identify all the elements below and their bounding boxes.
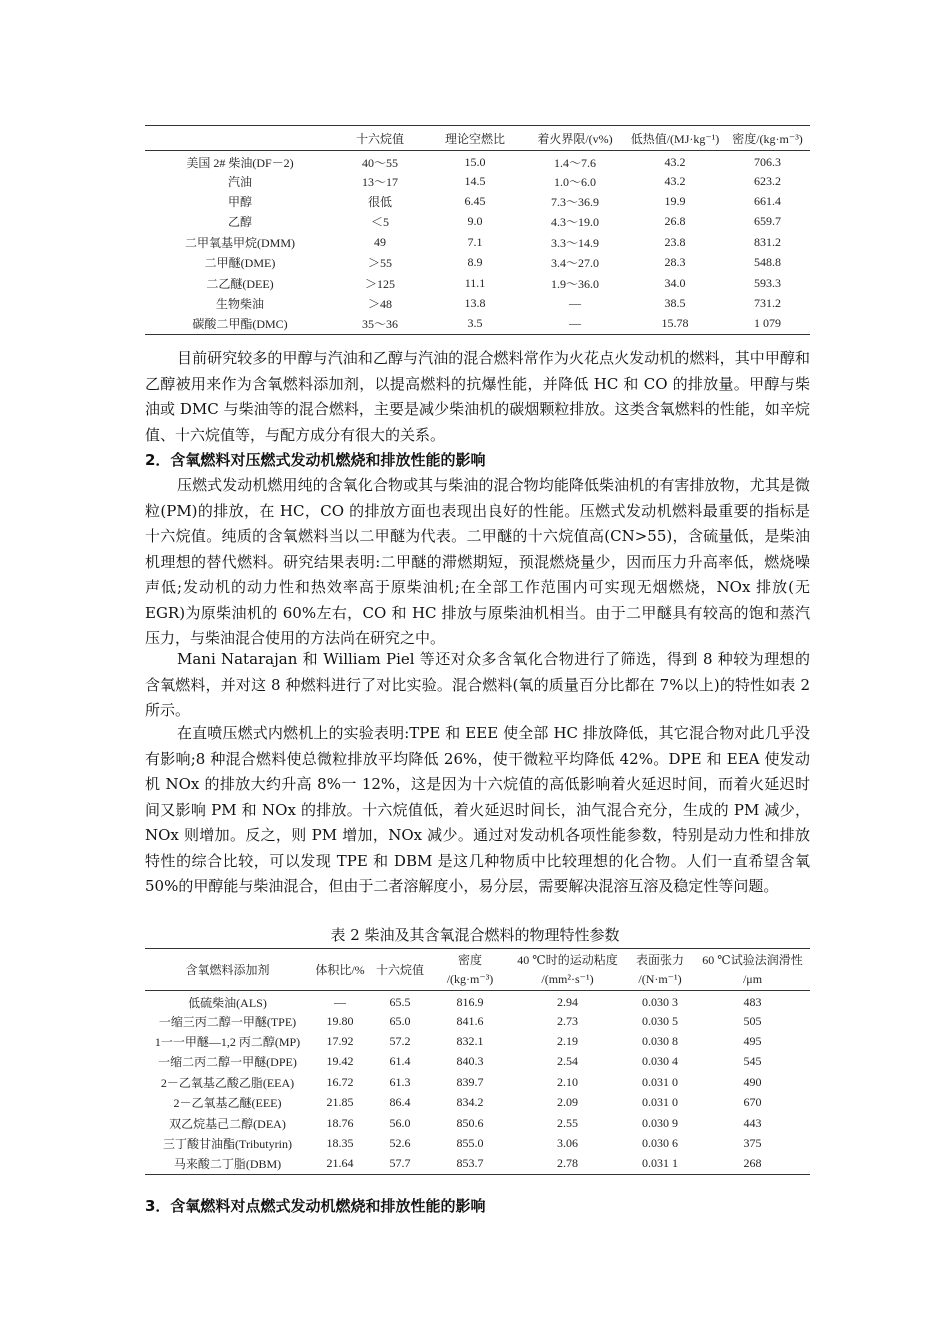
table-header-unit: /(kg·m⁻³) [446,972,494,987]
table-cell: 490 [743,1074,762,1089]
table-row [145,232,810,252]
table-cell: 0.031 1 [642,1156,678,1171]
table-header-cell: 低热值/(MJ·kg⁻¹) [630,131,720,146]
table-row [145,1011,810,1031]
table-cell: 2.10 [557,1074,578,1089]
table-row [145,1072,810,1092]
table-cell: 61.3 [389,1074,411,1089]
table-cell: ＞125 [364,276,395,291]
table-cell: — [569,316,581,331]
table-cell: 840.3 [456,1054,484,1069]
table-cell: 3.06 [557,1136,578,1151]
paragraph: 目前研究较多的甲醇与汽油和乙醇与汽油的混合燃料常作为火花点火发动机的燃料，其中甲醇和乙醇被用来作为含氧燃料添加剂，以提高燃料的抗爆性能，并降低 HC 和 CO 的排放量。甲醇与柴油或 DMC 与柴油等的混合燃料，主要是减少柴油机的碳烟颗粒排放。这类含氧燃料的性能，如辛烷值、十六烷值等，与配方成分有很大的关系。 [145,349,810,444]
table-header-cell: 密度 [457,952,482,967]
table-body [145,151,810,335]
table-header-cell: 十六烷值 [355,131,404,146]
table-row [145,212,810,232]
section-heading: 2．含氧燃料对压燃式发动机燃烧和排放性能的影响 [145,451,486,469]
table-header-cell: 60 ℃试验法润滑性 [702,952,803,967]
table-row [145,293,810,313]
table-row [145,171,810,191]
table-cell: 3.5 [467,316,483,331]
table-cell: 43.2 [664,173,686,188]
table-cell: 美国 2# 柴油(DF－2) [186,156,294,170]
table-cell: 17.92 [326,1034,354,1049]
table-cell: 661.4 [754,194,781,209]
table-cell: 670 [743,1095,762,1110]
table-header-row [145,126,810,151]
table-header-cell: 着火界限/(v%) [537,131,613,146]
table-cell: 0.030 9 [642,1115,678,1130]
table-cell: 16.72 [326,1074,354,1089]
table-cell: 碳酸二甲酯(DMC) [192,317,288,332]
table-cell: 0.030 6 [642,1136,678,1151]
paragraph: Mani Natarajan 和 William Piel 等还对众多含氧化合物进行了筛选，得到 8 种较为理想的含氧燃料，并对这 8 种燃料进行了对比实验。混合燃料(氧的质量百分比都在 7%以上)的特性如表 2 所示。 [145,650,810,719]
table-cell: 505 [743,1013,762,1028]
table-cell: 14.5 [464,173,486,188]
table-row [145,253,810,273]
table-header-unit: /(mm²·s⁻¹) [541,972,594,987]
table-row [145,1133,810,1153]
table-cell: 13～17 [361,174,398,189]
table-row [145,1052,810,1072]
table-row [145,151,810,172]
table-cell: 7.3～36.9 [550,195,599,210]
table-cell: 18.35 [326,1136,354,1151]
table-cell: 28.3 [664,255,686,270]
table-cell: 850.6 [456,1115,484,1130]
table-caption: 表 2 柴油及其含氧混合燃料的物理特性参数 [330,926,620,944]
table-cell: 816.9 [456,995,484,1009]
table-cell: — [334,995,346,1009]
paragraph: 在直喷压燃式内燃机上的实验表明:TPE 和 EEE 使全部 HC 排放降低，其它混合物对此几乎没有影响;8 种混合燃料使总微粒排放平均降低 26%，使干微粒平均降低 42%。DPE 和 EEA 使发动机 NOx 的排放大约升高 8%一 12%，这是因为十六烷值的高低影响着火延迟时间，而着火延迟时间又影响 PM 和 NOx 的排放。十六烷值低，着火延迟时间长，油气混合充分，生成的 PM 减少，NOx 则增加。反之，则 PM 增加，NOx 减少。通过对发动机各项性能参数，特别是动力性和排放特性的综合比较，可以发现 TPE 和 DBM 是这几种物质中比较理想的化合物。人们一直希望含氧 50%的甲醇能与柴油混合，但由于二者溶解度小，易分层，需要解决混溶互溶及稳定性等问题。 [145,724,810,895]
table-cell: 21.85 [326,1095,354,1110]
table-header-cell: 理论空燃比 [444,131,505,146]
table-header-cell: 体积比/% [315,963,365,977]
section-heading: 3．含氧燃料对点燃式发动机燃烧和排放性能的影响 [145,1197,486,1215]
table-cell: 2－乙氧基乙酸乙脂(EEA) [160,1075,295,1090]
table-cell: 15.0 [464,155,486,169]
table-cell: 731.2 [754,296,781,311]
table-cell: 495 [743,1034,762,1049]
table-cell: 19.9 [664,194,686,209]
table-cell: 3.3～14.9 [550,235,599,250]
table-cell: 21.64 [326,1156,354,1171]
table-cell: 1一一甲醚—1,2 丙二醇(MP) [154,1035,301,1050]
table-cell: 834.2 [456,1095,484,1110]
table-cell: 0.030 5 [642,1013,678,1028]
table-cell: 23.8 [664,234,686,249]
table-cell: 65.0 [389,1013,411,1028]
table-cell: 6.45 [464,194,486,209]
table-cell: 三丁酸甘油酯(Tributyrin) [163,1137,292,1152]
table-cell: 268 [743,1156,762,1171]
table-cell: 15.78 [661,316,689,331]
table-row [145,191,810,211]
table-cell: 双乙烷基己二醇(DEA) [169,1116,286,1131]
table-header-cell: 密度/(kg·m⁻³) [732,131,803,146]
table-row [145,991,810,1012]
table-cell: 2.78 [557,1156,578,1171]
table-cell: 1 079 [754,316,781,331]
table-cell: 一缩二丙二醇一甲醚(DPE) [158,1055,297,1070]
table-cell: 52.6 [389,1136,411,1151]
table-cell: 623.2 [754,173,781,188]
table-cell: 65.5 [389,995,411,1009]
table-cell: 二甲氧基甲烷(DMM) [185,235,295,250]
table-cell: 甲醇 [227,195,252,210]
table-cell: 1.9～36.0 [550,276,599,291]
table-cell: 7.1 [467,234,483,249]
table-cell: 483 [743,995,762,1009]
table-cell: 0.030 8 [642,1034,678,1049]
table-cell: 61.4 [389,1054,411,1069]
table-cell: 49 [374,234,386,249]
table-cell: 11.1 [464,275,486,290]
table-row [145,314,810,334]
table-cell: 548.8 [754,255,781,270]
table-cell: 4.3～19.0 [550,215,599,230]
table-body [145,991,810,1175]
table-cell: 二甲醚(DME) [204,256,276,271]
table-header-row [145,949,810,970]
table-cell: 839.7 [456,1074,484,1089]
table-row [145,1154,810,1174]
table-cell: 659.7 [754,214,781,229]
table-cell: 40～55 [361,156,398,170]
table-cell: 35～36 [361,317,398,332]
table-cell: 2－乙氧基乙醚(EEE) [173,1096,282,1111]
table-cell: 2.09 [557,1095,578,1110]
table-cell: 3.4～27.0 [550,256,599,271]
table-row [145,1093,810,1113]
table-cell: 43.2 [664,155,686,169]
table-cell: 545 [743,1054,762,1069]
table-cell: 一缩三丙二醇一甲醚(TPE) [158,1014,297,1029]
table-cell: 2.73 [557,1013,578,1028]
table-cell: 56.0 [389,1115,411,1130]
table-cell: 86.4 [389,1095,411,1110]
table-cell: 26.8 [664,214,686,229]
table-header-unit: /(N·m⁻¹) [638,972,682,987]
table-cell: 马来酸二丁脂(DBM) [173,1157,282,1172]
table-cell: 855.0 [456,1136,484,1151]
table-cell: 0.031 0 [642,1095,678,1110]
table-cell: 8.9 [467,255,483,270]
table-cell: 2.55 [557,1115,578,1130]
table-cell: 18.76 [326,1115,354,1130]
table-cell: 很低 [367,195,392,210]
blend-properties-table [145,948,810,1175]
table-cell: 1.0～6.0 [553,174,596,189]
paragraph: 压燃式发动机燃用纯的含氧化合物或其与柴油的混合物均能降低柴油机的有害排放物，尤其是微粒(PM)的排放，在 HC，CO 的排放方面也表现出良好的性能。压燃式发动机燃料最重要的指标是十六烷值。纯质的含氧燃料当以二甲醚为代表。二甲醚的十六烷值高(CN>55)，含硫量低，是柴油机理想的替代燃料。研究结果表明:二甲醚的滞燃期短，预混燃烧量少，因而压力升高率低，燃烧噪声低;发动机的动力性和热效率高于原柴油机;在全部工作范围内可实现无烟燃烧，NOx 排放(无 EGR)为原柴油机的 60%左右，CO 和 HC 排放与原柴油机相当。由于二甲醚具有较高的饱和蒸汽压力，与柴油混合使用的方法尚在研究之中。 [145,476,810,647]
table-cell: 443 [743,1115,762,1130]
table-cell: 2.19 [557,1034,578,1049]
table-cell: ＜5 [370,215,389,230]
table-cell: ＞55 [367,256,392,271]
table-header-cell: 十六烷值 [375,963,424,977]
table-row [145,1031,810,1051]
table-header-unit: /μm [742,972,763,987]
table-cell: 0.030 3 [642,995,678,1009]
table-cell: 375 [743,1136,762,1151]
table-cell: 汽油 [227,174,252,189]
table-cell: 0.030 4 [642,1054,678,1069]
table-header-cell: 表面张力 [635,952,684,967]
table-cell: 0.031 0 [642,1074,678,1089]
table-cell: 19.80 [326,1013,354,1028]
table-row [145,273,810,293]
table-row [145,1113,810,1133]
table-cell: 57.2 [389,1034,411,1049]
table-cell: ＞48 [367,297,392,312]
table-cell: 38.5 [664,296,686,311]
table-cell: 19.42 [326,1054,354,1069]
table-cell: 831.2 [754,234,781,249]
table-cell: 生物柴油 [215,297,264,312]
table-cell: 二乙醚(DEE) [206,276,274,291]
table-cell: 1.4～7.6 [553,156,596,170]
table-cell: 841.6 [456,1013,484,1028]
table-cell: 乙醇 [227,215,252,230]
table-cell: 34.0 [664,275,686,290]
table-cell: — [569,296,581,311]
table-cell: 57.7 [389,1156,411,1171]
table-cell: 593.3 [754,275,781,290]
table-cell: 853.7 [456,1156,484,1171]
table-cell: 706.3 [754,155,781,169]
table-cell: 9.0 [467,214,483,229]
table-cell: 13.8 [464,296,486,311]
table-cell: 低硫柴油(ALS) [188,996,267,1010]
table-header-cell: 40 ℃时的运动粘度 [517,952,618,967]
table-cell: 832.1 [456,1034,484,1049]
fuel-properties-table [145,125,810,335]
table-cell: 2.54 [557,1054,578,1069]
table-header-cell: 含氧燃料添加剂 [185,963,270,977]
table-cell: 2.94 [557,995,578,1009]
table-header-cell [145,126,335,151]
